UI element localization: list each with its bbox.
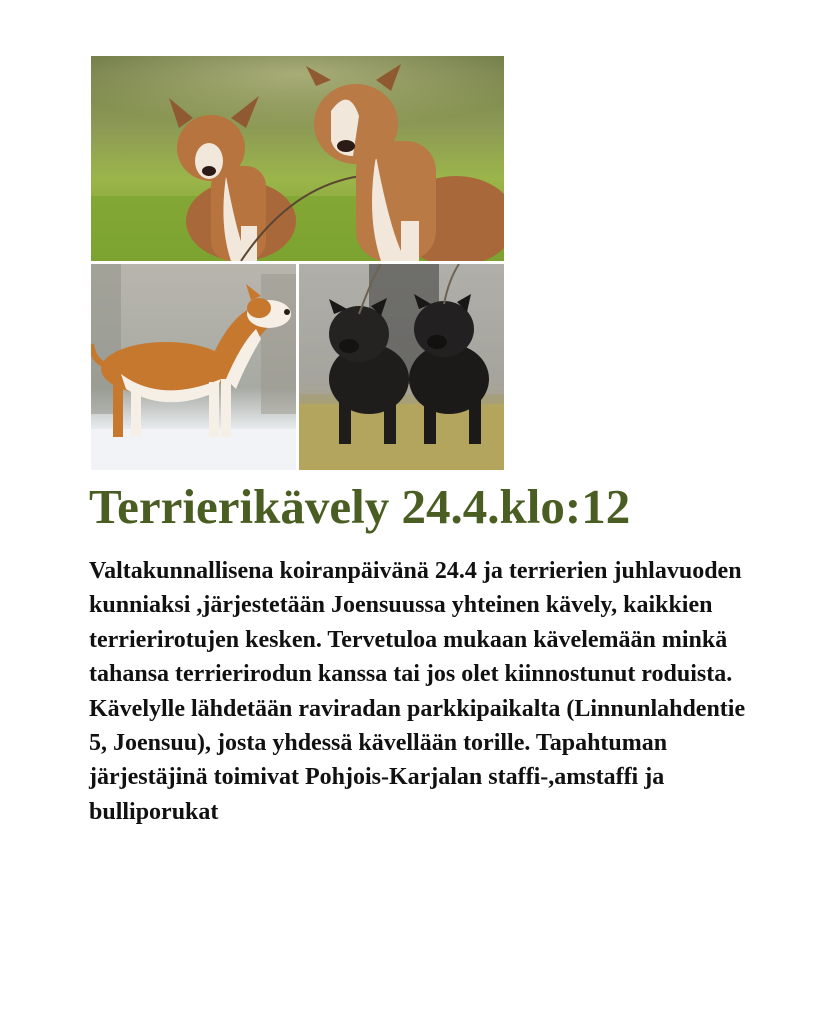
two-black-staffie-dogs-photo [299,264,504,470]
two-amstaff-dogs-photo [91,56,504,261]
bull-terrier-photo [91,264,296,470]
event-title: Terrierikävely 24.4.klo:12 [89,479,631,534]
event-description: Valtakunnallisena koiranpäivänä 24.4 ja terrierien juhlavuoden kunniaksi ,järjestetään Joensuussa yhteinen kävely, kaikkien terrierirotujen kesken. Tervetuloa mukaan kävelemään minkä tahansa terrierirodun kanssa tai jos olet kiinnostunut roduista. Kävelylle lähdetään raviradan parkkipaikalta (Linnunlahdentie 5, Joensuu), josta yhdessä kävellään torille. Tapahtuman järjestäjinä toimivat Pohjois-Karjalan staffi-,amstaffi ja bulliporukat [89,558,746,825]
photo-collage [91,56,504,470]
